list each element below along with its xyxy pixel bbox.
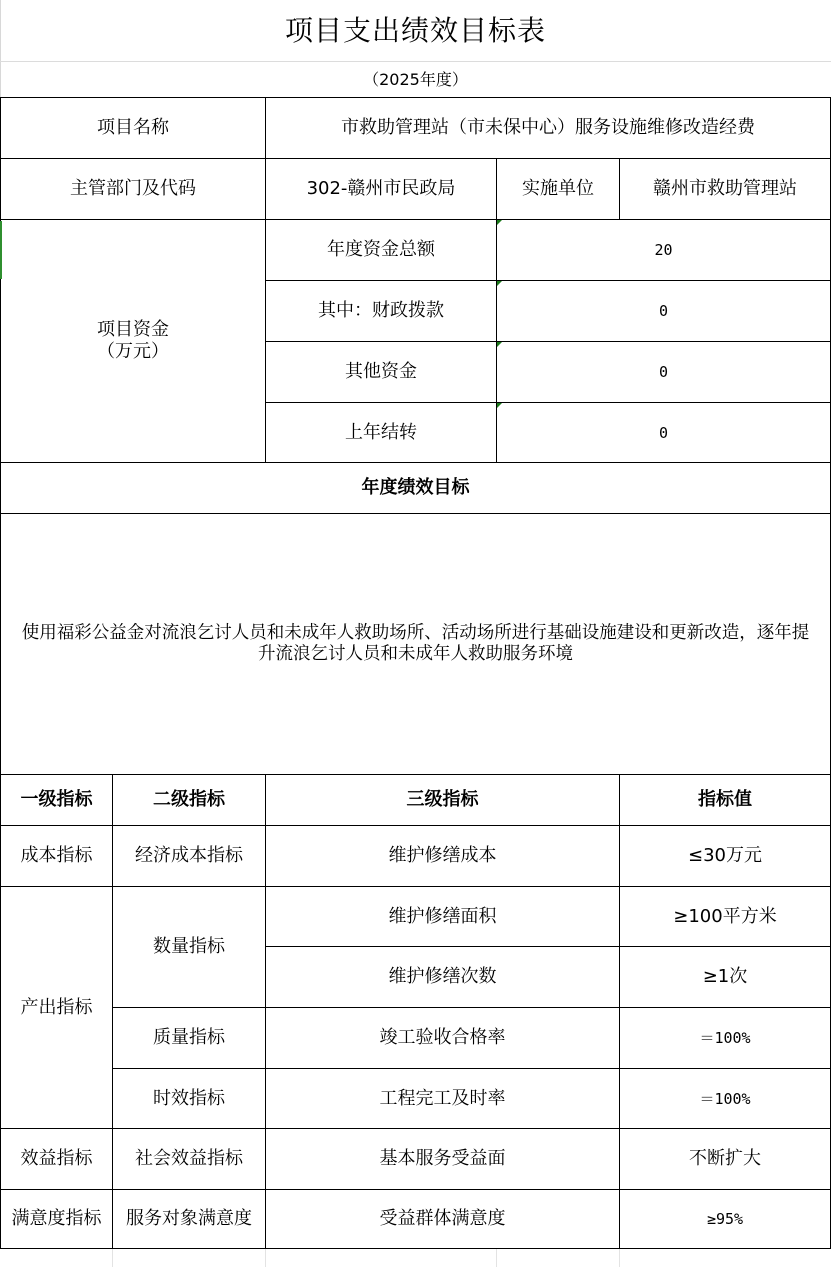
project-name-value: 市救助管理站（市未保中心）服务设施维修改造经费 <box>265 97 831 159</box>
project-name-label: 项目名称 <box>0 97 266 159</box>
level1-satisfaction: 满意度指标 <box>0 1189 113 1249</box>
indicator-value: 不断扩大 <box>619 1128 831 1190</box>
indicator-value: ＝100% <box>619 1007 831 1069</box>
cell-indicator-icon <box>497 342 502 347</box>
page-title: 项目支出绩效目标表 <box>284 13 546 47</box>
indicator-value: ＝100% <box>619 1068 831 1129</box>
header-level1: 一级指标 <box>0 774 113 826</box>
cell-selection-mark <box>0 221 2 279</box>
funds-row-value: 20 <box>496 219 831 281</box>
header-value: 指标值 <box>619 774 831 826</box>
implementing-unit-label: 实施单位 <box>496 158 620 220</box>
header-level2: 二级指标 <box>112 774 266 826</box>
funds-row-label: 其他资金 <box>265 341 497 403</box>
level1-output: 产出指标 <box>0 886 113 1129</box>
year-label: （2025年度） <box>363 69 468 89</box>
funds-row-value: 0 <box>496 341 831 403</box>
annual-goal-heading: 年度绩效目标 <box>0 462 831 514</box>
level2-timeliness: 时效指标 <box>112 1068 266 1129</box>
implementing-unit-value: 赣州市救助管理站 <box>619 158 831 220</box>
level2-economic-cost: 经济成本指标 <box>112 825 266 887</box>
annual-goal-text: 使用福彩公益金对流浪乞讨人员和未成年人救助场所、活动场所进行基础设施建设和更新改造，逐年提升流浪乞讨人员和未成年人救助服务环境 <box>0 513 831 775</box>
level3-indicator: 竣工验收合格率 <box>265 1007 620 1069</box>
department-label: 主管部门及代码 <box>0 158 266 220</box>
level2-quantity: 数量指标 <box>112 886 266 1008</box>
funds-label: 项目资金 （万元） <box>0 219 266 463</box>
indicator-value: ≥1次 <box>619 946 831 1008</box>
funds-row-value: 0 <box>496 280 831 342</box>
funds-row-value: 0 <box>496 402 831 463</box>
indicator-value: ≥95% <box>619 1189 831 1249</box>
gridline <box>496 1248 497 1267</box>
level3-indicator: 工程完工及时率 <box>265 1068 620 1129</box>
indicator-value: ≥100平方米 <box>619 886 831 947</box>
level1-cost: 成本指标 <box>0 825 113 887</box>
level3-indicator: 维护修缮面积 <box>265 886 620 947</box>
gridline <box>265 1248 266 1267</box>
funds-row-label: 年度资金总额 <box>265 219 497 281</box>
gridline <box>619 1248 620 1267</box>
funds-row-label: 上年结转 <box>265 402 497 463</box>
level3-indicator: 维护修缮次数 <box>265 946 620 1008</box>
cell-indicator-icon <box>497 220 502 225</box>
funds-row-label: 其中：财政拨款 <box>265 280 497 342</box>
header-level3: 三级指标 <box>265 774 620 826</box>
gridline <box>112 1248 113 1267</box>
level1-benefit: 效益指标 <box>0 1128 113 1190</box>
cell-indicator-icon <box>497 281 502 286</box>
level2-quality: 质量指标 <box>112 1007 266 1069</box>
cell-indicator-icon <box>497 403 502 408</box>
department-value: 302-赣州市民政局 <box>265 158 497 220</box>
level2-service-satisfaction: 服务对象满意度 <box>112 1189 266 1249</box>
level3-indicator: 基本服务受益面 <box>265 1128 620 1190</box>
indicator-value: ≤30万元 <box>619 825 831 887</box>
level3-indicator: 维护修缮成本 <box>265 825 620 887</box>
level3-indicator: 受益群体满意度 <box>265 1189 620 1249</box>
level2-social-benefit: 社会效益指标 <box>112 1128 266 1190</box>
